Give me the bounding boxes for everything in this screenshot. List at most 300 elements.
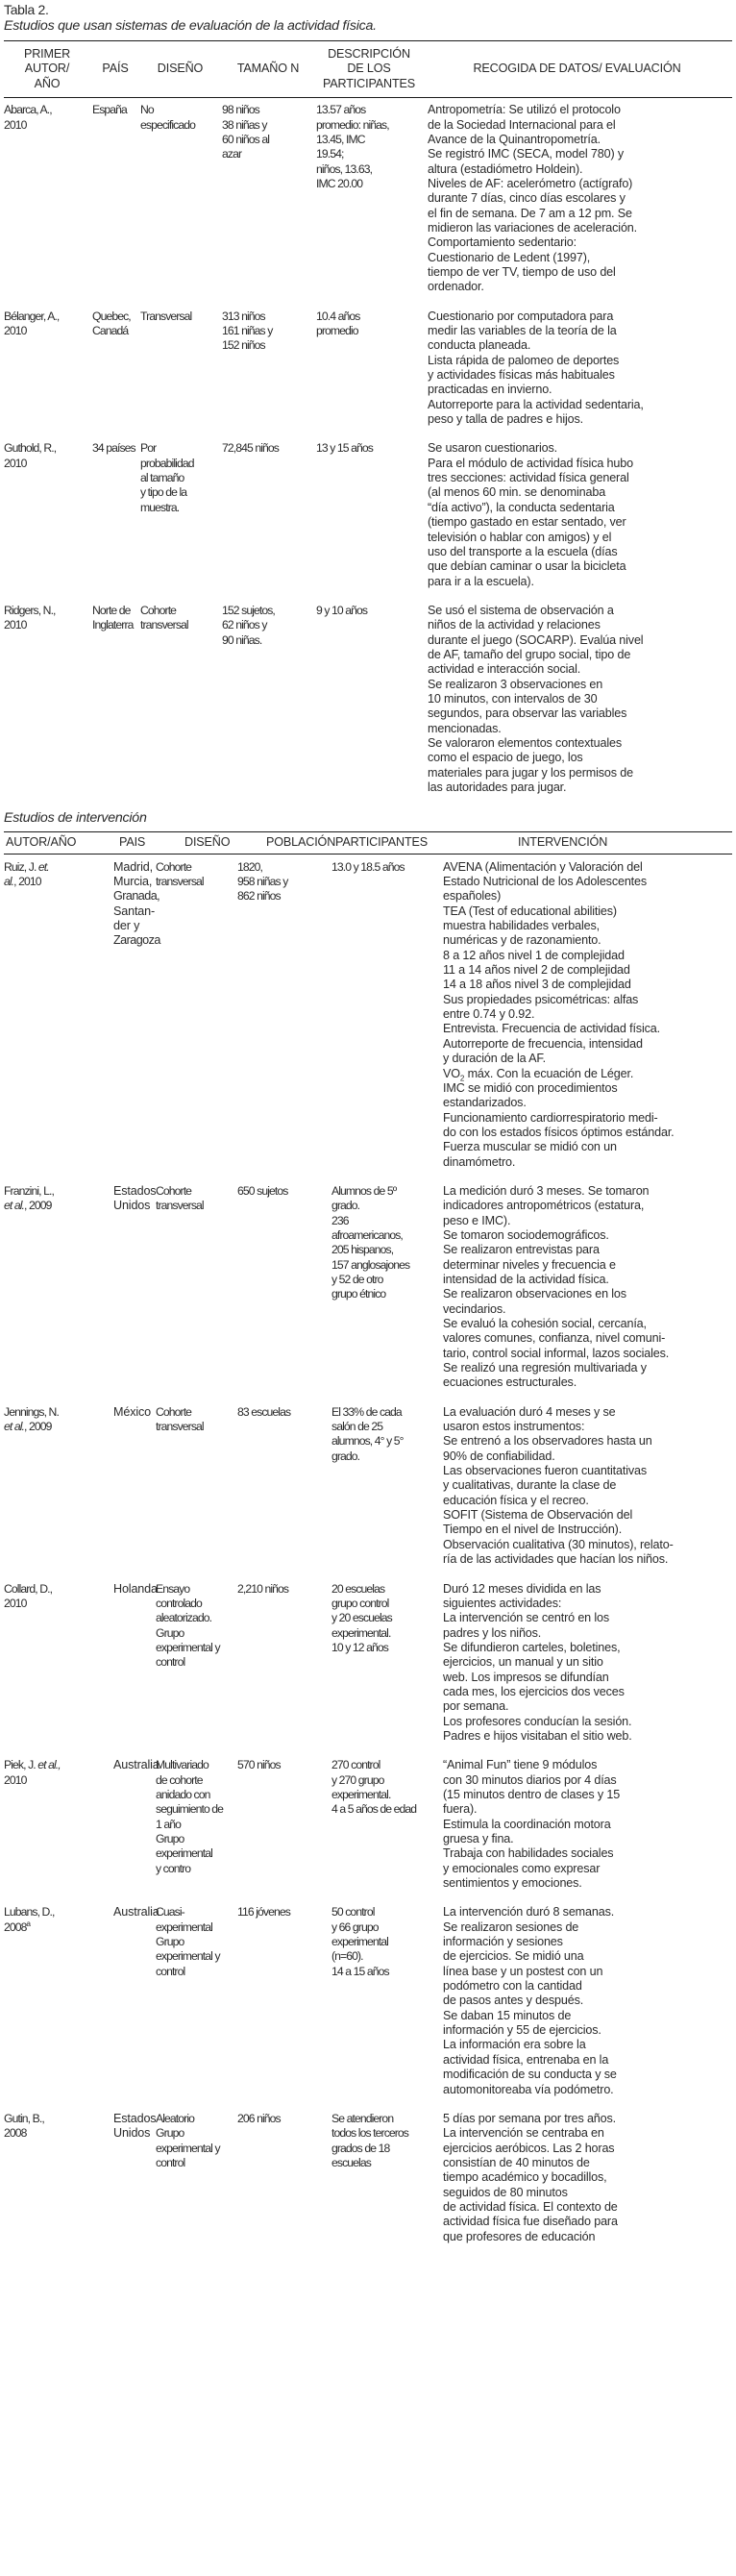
cell-line: Estimula la coordinación motora <box>443 1817 611 1831</box>
et-al-italic: al. <box>4 875 14 889</box>
cell-line: Ensayo <box>156 1581 190 1596</box>
cell-line: de pasos antes y después. <box>443 1994 584 2008</box>
header-text: PAIS <box>119 835 146 850</box>
header-diseno <box>156 832 237 853</box>
cell-line: Ridgers, N., <box>4 603 56 617</box>
header-line: PRIMER <box>23 47 71 61</box>
cell-line: vecindarios. <box>443 1301 506 1316</box>
cell-line: y 52 de otro <box>331 1272 383 1286</box>
cell-poblacion <box>237 1405 331 1582</box>
cell-line: La evaluación duró 4 meses y se <box>443 1404 616 1419</box>
cell-pais <box>92 310 140 442</box>
cell-line: 60 niños al <box>222 132 270 146</box>
header-text: AUTOR/AÑO <box>6 835 77 850</box>
cell-line: experimental. <box>331 1787 391 1801</box>
cell-line: y emocionales como expresar <box>443 1861 601 1875</box>
cell-autor <box>4 855 102 1184</box>
cell-line: automonitoreaba vía podómetro. <box>443 2082 614 2096</box>
cell-line: niños de la actividad y relaciones <box>428 618 601 632</box>
cell-diseno <box>140 441 222 603</box>
cell-recogida <box>424 98 732 309</box>
cell-diseno <box>156 1905 237 2111</box>
cell-descripcion <box>316 604 424 809</box>
cell-line: usaron estos instrumentos: <box>443 1420 585 1434</box>
cell-line: azar <box>222 147 242 161</box>
cell-line: tiempo académico y bocadillos, <box>443 2170 607 2185</box>
cell-line: experimental y <box>156 1949 220 1964</box>
cell-line: para ir a la escuela). <box>428 574 534 588</box>
cell-participantes <box>331 855 439 1184</box>
cell-line: actividad física, entrenaba en la <box>443 2052 609 2067</box>
cell-line: dinamómetro. <box>443 1154 516 1169</box>
header-text: POBLACIÓN <box>266 835 336 850</box>
table-row <box>4 604 732 809</box>
cell-line: Quebec, <box>92 309 131 323</box>
cell-line: AVENA (Alimentación y Valoración del <box>443 859 643 874</box>
cell-line: seguimiento de <box>156 1802 224 1817</box>
cell-line: seguidos de 80 minutos <box>443 2185 568 2199</box>
cell-line: 20 escuelas <box>331 1581 385 1596</box>
cell-line: las autoridades para jugar. <box>428 780 567 794</box>
cell-line: modificación de su conducta y se <box>443 2068 617 2082</box>
cell-line: Los profesores conducían la sesión. <box>443 1714 632 1728</box>
cell-line: podómetro con la cantidad <box>443 1979 582 1994</box>
cell-line: determinar niveles y frecuencia e <box>443 1257 616 1272</box>
cell-line: Tiempo en el nivel de Instrucción). <box>443 1523 623 1537</box>
cell-line: el fin de semana. De 7 am a 12 pm. Se <box>428 206 632 220</box>
cell-participantes <box>331 1184 439 1405</box>
evaluation-header-row <box>4 41 732 97</box>
cell-line: actividad física fue diseñado para <box>443 2215 618 2229</box>
cell-line: 2008 <box>4 2126 27 2141</box>
cell-line: 13.0 y 18.5 años <box>331 859 405 874</box>
cell-line: Aleatorio <box>156 2111 195 2125</box>
cell-line: Franzini, L., <box>4 1183 54 1198</box>
cell-diseno <box>140 310 222 442</box>
cell-line: actividad e interacción social. <box>428 662 581 677</box>
cell-intervencion <box>439 1405 732 1582</box>
cell-line: 5 días por semana por tres años. <box>443 2111 617 2125</box>
cell-line: Lubans, D., <box>4 1905 55 1920</box>
cell-line: web. Los impresos se difundían <box>443 1670 609 1684</box>
cell-line: 9 y 10 años <box>316 603 368 617</box>
cell-descripcion <box>316 441 424 603</box>
cell-line: 862 niños <box>237 889 281 904</box>
cell-line: Para el módulo de actividad física hubo <box>428 456 633 470</box>
cell-intervencion <box>439 1905 732 2111</box>
cell-line: Abarca, A., <box>4 103 52 117</box>
table-row <box>4 1905 732 2111</box>
cell-line: Ruiz, J. et. <box>4 859 49 874</box>
cell-line: 83 escuelas <box>237 1404 291 1419</box>
cell-line: Grupo <box>156 1935 184 1949</box>
cell-poblacion <box>237 1184 331 1405</box>
cell-line: ejercicios, un manual y un sitio <box>443 1655 603 1670</box>
cell-line: Unidos <box>113 1199 151 1213</box>
cell-intervencion <box>439 1758 732 1905</box>
cell-line: El 33% de cada <box>331 1404 402 1419</box>
cell-line: afroamericanos, <box>331 1227 403 1242</box>
cell-line: Transversal <box>140 309 192 323</box>
cell-poblacion <box>237 2112 331 2259</box>
header-recogida <box>424 41 732 97</box>
cell-line: experimental y <box>156 1640 220 1654</box>
cell-line: Inglaterra <box>92 618 134 632</box>
cell-line: sentimientos y emociones. <box>443 1876 582 1891</box>
cell-autor <box>4 604 92 809</box>
cell-autor <box>4 1184 102 1405</box>
cell-line: como el espacio de juego, los <box>428 751 583 765</box>
cell-line: Granada, <box>113 889 160 904</box>
cell-line: Grupo <box>156 2126 184 2141</box>
cell-line: 2,210 niños <box>237 1581 289 1596</box>
header-line: AUTOR/ <box>24 62 70 76</box>
cell-descripcion <box>316 98 424 309</box>
cell-line: fuera). <box>443 1802 478 1817</box>
cell-line: 2010 <box>4 1772 27 1787</box>
header-text: RECOGIDA DE DATOS/ EVALUACIÓN <box>473 62 681 76</box>
cell-line: de cohorte <box>156 1772 203 1787</box>
cell-diseno <box>156 1405 237 1582</box>
header-poblacion <box>237 832 336 853</box>
cell-line: valores comunes, confianza, nivel comuni- <box>443 1331 666 1346</box>
cell-line: al tamaño <box>140 471 184 485</box>
cell-line: control <box>156 1655 185 1670</box>
cell-autor <box>4 1758 102 1905</box>
cell-line: tres secciones: actividad física general <box>428 471 629 485</box>
cell-line: Se tomaron sociodemográficos. <box>443 1227 609 1242</box>
cell-line: 62 niños y <box>222 618 267 632</box>
cell-line: Estado Nutricional de los Adolescentes <box>443 875 648 889</box>
cell-line: grados de 18 <box>331 2141 390 2155</box>
cell-line: promedio: niñas, <box>316 117 389 132</box>
cell-line: TEA (Test of educational abilities) <box>443 904 617 918</box>
cell-participantes <box>331 1582 439 1759</box>
cell-pais <box>102 2112 156 2259</box>
table-row <box>4 1184 732 1405</box>
cell-line: Norte de <box>92 603 131 617</box>
cell-pais <box>92 98 140 309</box>
cell-tamano <box>222 604 316 809</box>
cell-line: gruesa y fina. <box>443 1832 514 1845</box>
cell-line: Australia <box>113 1758 159 1772</box>
cell-line: y 20 escuelas <box>331 1611 392 1625</box>
cell-line: Entrevista. Frecuencia de actividad física. <box>443 1022 660 1036</box>
cell-participantes <box>331 1758 439 1905</box>
cell-line: con 30 minutos diarios por 4 días <box>443 1772 617 1787</box>
cell-pais <box>102 1758 159 1905</box>
cell-line: Holanda <box>113 1581 158 1596</box>
section-heading-intervention: Estudios de intervención <box>4 810 147 827</box>
cell-line: intensidad de la actividad física. <box>443 1272 609 1286</box>
cell-line: 10 y 12 años <box>331 1640 388 1654</box>
cell-line: 2010 <box>4 618 27 632</box>
cell-line: transversal <box>156 875 204 889</box>
cell-line: (al menos 60 min. se denominaba <box>428 485 606 500</box>
table-row <box>4 1405 732 1582</box>
cell-line: 570 niños <box>237 1758 281 1772</box>
header-line: AÑO <box>34 76 61 90</box>
cell-line: información y 55 de ejercicios. <box>443 2023 601 2038</box>
cell-line: España <box>92 103 127 117</box>
cell-line: Duró 12 meses dividida en las <box>443 1581 601 1596</box>
cell-line: durante el juego (SOCARP). Evalúa nivel <box>428 632 644 647</box>
table-caption: Estudios que usan sistemas de evaluación de la actividad física. <box>4 18 377 34</box>
cell-line: Sus propiedades psicométricas: alfas <box>443 992 639 1006</box>
cell-line: y contro <box>156 1861 191 1875</box>
cell-line: control <box>156 1964 185 1978</box>
table-row <box>4 855 732 1184</box>
cell-diseno <box>156 855 237 1184</box>
cell-line: La intervención se centraba en <box>443 2126 604 2141</box>
cell-line: segundos, para observar las variables <box>428 706 627 721</box>
cell-line: 161 niñas y <box>222 324 273 338</box>
cell-line: IMC se midió con procedimientos <box>443 1080 618 1095</box>
cell-autor <box>4 1905 102 2111</box>
cell-line: padres y los niños. <box>443 1625 542 1640</box>
table-row <box>4 441 732 603</box>
cell-line: La intervención duró 8 semanas. <box>443 1905 615 1920</box>
cell-line: 152 sujetos, <box>222 603 275 617</box>
superscript-a: a <box>26 1919 31 1928</box>
intervention-table-body <box>4 855 732 2259</box>
header-diseno <box>140 41 222 97</box>
cell-poblacion <box>237 1758 331 1905</box>
cell-line: Lista rápida de palomeo de deportes <box>428 353 620 367</box>
header-descripcion <box>316 41 424 97</box>
cell-line: 2010 <box>4 324 27 338</box>
header-intervencion <box>439 832 732 853</box>
cell-line: promedio <box>316 324 358 338</box>
cell-line: La información era sobre la <box>443 2038 586 2052</box>
cell-line: Collard, D., <box>4 1581 53 1596</box>
cell-line: experimental <box>156 1846 212 1861</box>
header-text: PAÍS <box>102 62 129 76</box>
cell-line: por semana. <box>443 1699 509 1714</box>
cell-line: Zaragoza <box>113 933 160 948</box>
header-pais <box>102 832 156 853</box>
header-line: PARTICIPANTES <box>322 76 416 90</box>
cell-line: tiempo de ver TV, tiempo de uso del <box>428 265 616 279</box>
cell-line: 72,845 niños <box>222 441 279 456</box>
cell-line: grupo étnico <box>331 1287 386 1301</box>
cell-line: 8 a 12 años nivel 1 de complejidad <box>443 948 625 962</box>
cell-intervencion <box>439 855 732 1184</box>
cell-line: 13.57 años <box>316 103 366 117</box>
cell-line: Se valoraron elementos contextuales <box>428 735 622 750</box>
cell-line: 650 sujetos <box>237 1183 288 1198</box>
cell-line: 2010 <box>4 1596 27 1610</box>
cell-line: 1 año <box>156 1817 181 1831</box>
cell-line: 152 niños <box>222 338 265 353</box>
cell-line: y duración de la AF. <box>443 1052 546 1066</box>
cell-line: Cohorte <box>156 859 192 874</box>
cell-line: educación física y el recreo. <box>443 1493 589 1507</box>
cell-line: “día activo”), la conducta sedentaria <box>428 500 615 514</box>
cell-line: Bélanger, A., <box>4 309 60 323</box>
table-row <box>4 2112 732 2259</box>
et-al-italic: et al. <box>4 1199 25 1213</box>
cell-poblacion <box>237 855 331 1184</box>
cell-line: televisión o hablar con amigos) y el <box>428 530 612 544</box>
cell-line: Se registró IMC (SECA, model 780) y <box>428 147 625 161</box>
cell-line: Se atendieron <box>331 2111 394 2125</box>
cell-autor <box>4 2112 102 2259</box>
cell-tamano <box>222 441 316 603</box>
cell-line: Jennings, N. <box>4 1404 59 1419</box>
cell-line: numéricas y de razonamiento. <box>443 933 601 948</box>
cell-line: 34 países <box>92 441 135 456</box>
cell-poblacion <box>237 1905 331 2111</box>
cell-line: practicadas en invierno. <box>428 383 552 397</box>
cell-line: que debían caminar o usar la bicicleta <box>428 559 626 574</box>
document-page <box>4 2 732 2259</box>
header-participantes <box>331 832 439 853</box>
cell-line: 270 control <box>331 1758 380 1772</box>
cell-line: Santan- <box>113 904 156 918</box>
header-line: DE LOS <box>347 62 391 76</box>
cell-line: 38 niñas y <box>222 117 267 132</box>
cell-line: SOFIT (Sistema de Observación del <box>443 1508 633 1523</box>
cell-line: Se realizaron sesiones de <box>443 1920 579 1934</box>
cell-line: Se evaluó la cohesión social, cercanía, <box>443 1317 647 1330</box>
header-tamano <box>222 41 316 97</box>
cell-line: Cuasi- <box>156 1905 184 1920</box>
cell-line: Grupo <box>156 1832 184 1845</box>
cell-line: y 66 grupo <box>331 1920 379 1934</box>
evaluation-studies-table <box>4 41 732 809</box>
cell-line: 958 niñas y <box>237 875 288 889</box>
cell-line: experimental. <box>331 1625 391 1640</box>
cell-autor <box>4 1405 102 1582</box>
cell-line: Se entrenó a los observadores hasta un <box>443 1434 652 1449</box>
cell-line: durante 7 días, cinco días escolares y <box>428 191 626 206</box>
cell-line: Se realizó una regresión multivariada y <box>443 1361 647 1375</box>
cell-line: (tiempo gastado en estar sentado, ver <box>428 515 626 530</box>
cell-line: 157 anglosajones <box>331 1257 410 1272</box>
cell-line: y tipo de la <box>140 485 187 500</box>
cell-line: ecuaciones estructurales. <box>443 1375 577 1390</box>
cell-line: Observación cualitativa (30 minutos), relato- <box>443 1537 674 1551</box>
cell-line: 1820, <box>237 859 262 874</box>
cell-line: Canadá <box>92 324 129 338</box>
cell-descripcion <box>316 310 424 442</box>
cell-line: do con los estados físicos óptimos estándar. <box>443 1125 675 1139</box>
table-row <box>4 310 732 442</box>
cell-line: Alumnos de 5º <box>331 1183 397 1198</box>
cell-line: conducta planeada. <box>428 338 531 353</box>
cell-line: alumnos, 4° y 5° <box>331 1434 404 1449</box>
cell-line: 19.54; <box>316 147 344 161</box>
cell-autor <box>4 1582 102 1759</box>
cell-line: experimental <box>156 1920 212 1934</box>
cell-line: 10.4 años <box>316 309 360 323</box>
cell-line: IMC 20.00 <box>316 176 363 190</box>
cell-line: al., 2010 <box>4 875 41 889</box>
cell-participantes <box>331 2112 439 2259</box>
cell-line: 14 a 18 años nivel 3 de complejidad <box>443 978 631 992</box>
cell-line: $VO_2$ máx. Con la ecuación de Léger. <box>443 1066 634 1083</box>
subscript-2: 2 <box>459 1074 465 1083</box>
header-text: PARTICIPANTES <box>335 835 429 850</box>
cell-line: Trabaja con habilidades sociales <box>443 1846 614 1861</box>
cell-line: 2008$^a$ <box>4 1919 31 1934</box>
cell-line: 206 niños <box>237 2111 281 2125</box>
cell-line: Cohorte <box>140 603 177 617</box>
cell-line: Cuestionario de Ledent (1997), <box>428 250 591 264</box>
cell-line: Se realizaron 3 observaciones en <box>428 677 603 691</box>
cell-line: (n=60). <box>331 1949 363 1964</box>
cell-line: Cohorte <box>156 1404 192 1419</box>
table-label: Tabla 2. <box>4 2 49 17</box>
cell-line: (15 minutos dentro de clases y 15 <box>443 1787 621 1801</box>
cell-line: México <box>113 1404 151 1419</box>
cell-participantes <box>331 1405 439 1582</box>
cell-line: materiales para jugar y los permisos de <box>428 765 633 780</box>
intervention-header-row <box>4 832 732 853</box>
cell-line: Se difundieron carteles, boletines, <box>443 1640 621 1654</box>
cell-line: mencionadas. <box>428 721 502 735</box>
cell-line: experimental y <box>156 2141 220 2155</box>
cell-line: 116 jóvenes <box>237 1905 290 1920</box>
cell-line: Multivariado <box>156 1758 209 1772</box>
cell-line: et al., 2009 <box>4 1420 52 1434</box>
cell-line: experimental <box>331 1935 388 1949</box>
cell-line: siguientes actividades: <box>443 1596 562 1610</box>
cell-line: Antropometría: Se utilizó el protocolo <box>428 103 621 117</box>
cell-line: anidado con <box>156 1787 210 1801</box>
cell-line: Avance de la Quinantropometría. <box>428 132 601 146</box>
cell-line: medir las variables de la teoría de la <box>428 324 617 338</box>
cell-line: Autorreporte para la actividad sedentaria, <box>428 397 644 411</box>
cell-pais <box>102 855 160 1184</box>
et-al-italic: et al., <box>37 1758 61 1772</box>
cell-line: Se realizaron entrevistas para <box>443 1243 600 1257</box>
cell-line: “Animal Fun” tiene 9 módulos <box>443 1758 598 1772</box>
cell-recogida <box>424 310 732 442</box>
cell-line: y actividades físicas más habituales <box>428 368 615 383</box>
cell-line: Fuerza muscular se midió con un <box>443 1140 617 1154</box>
cell-line: Por <box>140 441 157 456</box>
cell-line: La medición duró 3 meses. Se tomaron <box>443 1183 650 1198</box>
cell-line: muestra. <box>140 500 180 514</box>
cell-recogida <box>424 604 732 809</box>
header-line: DESCRIPCIÓN <box>328 47 410 61</box>
cell-recogida <box>424 441 732 603</box>
cell-line: altura (estadiómetro Holdein). <box>428 161 583 176</box>
cell-line: ordenador. <box>428 280 484 294</box>
cell-line: grado. <box>331 1449 360 1463</box>
cell-line: Cohorte <box>156 1183 192 1198</box>
cell-line: peso y talla de padres e hijos. <box>428 412 583 427</box>
cell-line: Guthold, R., <box>4 441 57 456</box>
cell-line: tario, control social informal, lazos sociales. <box>443 1346 670 1360</box>
cell-line: 13.45, IMC <box>316 132 365 146</box>
cell-line: Se usó el sistema de observación a <box>428 603 614 617</box>
et-al-italic: et. <box>37 859 49 874</box>
cell-pais <box>92 441 140 603</box>
cell-line: Australia <box>113 1905 159 1920</box>
cell-line: midieron las variaciones de aceleración. <box>428 220 638 235</box>
cell-line: Madrid, <box>113 859 153 874</box>
cell-line: 4 a 5 años de edad <box>331 1802 417 1817</box>
cell-intervencion <box>439 2112 732 2259</box>
cell-line: aleatorizado. <box>156 1611 212 1625</box>
cell-line: Se realizaron observaciones en los <box>443 1287 626 1301</box>
cell-line: transversal <box>156 1420 204 1434</box>
cell-line: de actividad física. El contexto de <box>443 2199 618 2214</box>
cell-line: 90 niñas. <box>222 632 262 647</box>
